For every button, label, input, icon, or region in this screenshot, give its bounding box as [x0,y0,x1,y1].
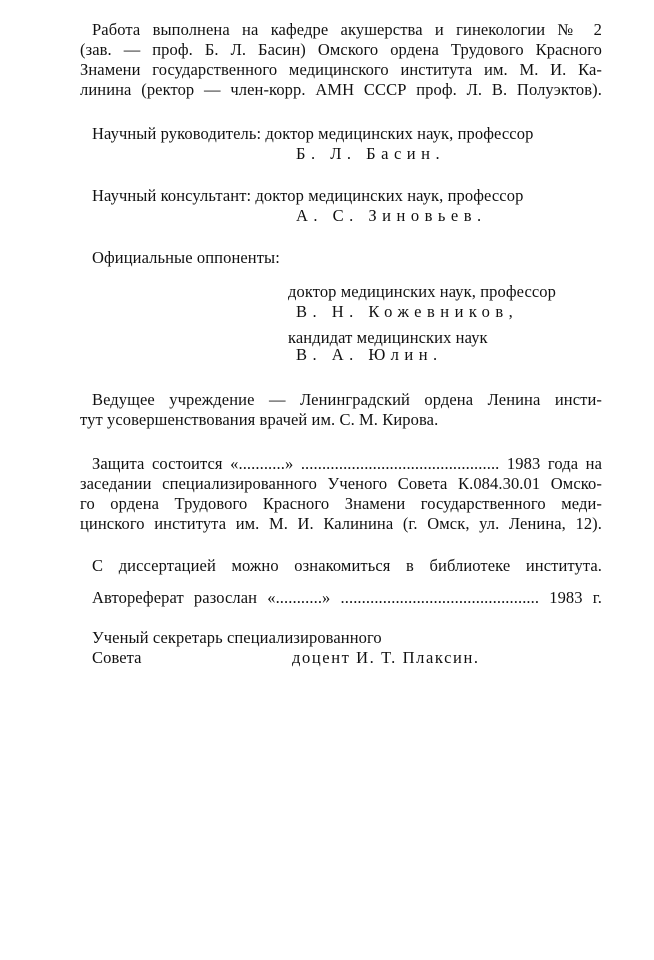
opponents-heading: Официальные оппоненты: [92,248,280,267]
opponent-2-name: В. А. Юлин. [296,345,443,364]
secretary-name: доцент И. Т. Плаксин. [292,648,480,667]
library-note: С диссертацией можно ознакомиться в библиотеке института. [92,556,602,575]
leading-institution-line-1: Ведущее учреждение — Ленинградский ордена Ленина инсти- [92,390,602,409]
defense-line-2: заседании специализированного Ученого Совета К.084.30.01 Омско- [80,474,602,493]
secretary-line-1: Ученый секретарь специализированного [92,628,382,647]
opponent-1-name: В. Н. Кожевников, [296,302,519,321]
intro-line-3: Знамени государственного медицинского института им. М. И. Ка- [80,60,602,79]
opponent-1-title: доктор медицинских наук, профессор [288,282,557,301]
consultant-name: А. С. Зиновьев. [296,206,487,225]
intro-line-2: (зав. — проф. Б. Л. Басин) Омского ордена Трудового Красного [80,40,602,59]
abstract-sent: Автореферат разослан «...........» ............................................... 1983 г. [92,588,602,607]
supervisor-name: Б. Л. Басин. [296,144,446,163]
defense-line-4: цинского института им. М. И. Калинина (г. Омск, ул. Ленина, 12). [80,514,602,533]
defense-line-3: го ордена Трудового Красного Знамени государственного меди- [80,494,602,513]
opponent-2-title: кандидат медицинских наук [288,328,488,347]
secretary-council: Совета [92,648,142,667]
defense-line-1: Защита состоится «...........» ............................................... 1983 года на [92,454,602,473]
supervisor-label: Научный руководитель: доктор медицинских наук, профессор [92,124,534,143]
consultant-label: Научный консультант: доктор медицинских наук, профессор [92,186,524,205]
leading-institution-line-2: тут усовершенствования врачей им. С. М. Кирова. [80,410,439,429]
intro-line-4: линина (ректор — член-корр. АМН СССР проф. Л. В. Полуэктов). [80,80,602,99]
intro-line-1: Работа выполнена на кафедре акушерства и гинекологии № 2 [92,20,602,39]
